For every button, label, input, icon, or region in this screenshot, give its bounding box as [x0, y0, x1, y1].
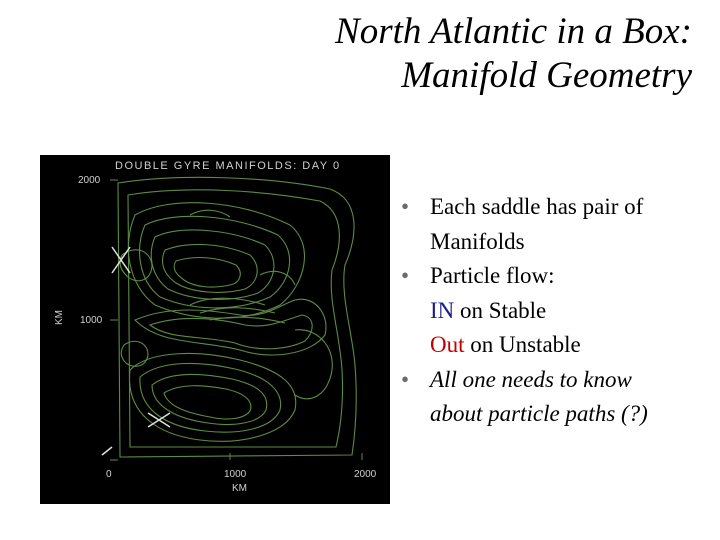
figure-header: DOUBLE GYRE MANIFOLDS: DAY 0 — [115, 160, 341, 172]
in-word: IN — [430, 297, 455, 323]
bullet-text: Manifolds — [430, 228, 525, 254]
title-line-2: Manifold Geometry — [401, 55, 692, 96]
contour-plot — [40, 155, 390, 504]
bullet-list — [398, 190, 716, 432]
x-tick-0: 0 — [106, 469, 112, 480]
title-line-1: North Atlantic in a Box: — [335, 11, 692, 52]
out-word: Out — [430, 332, 465, 357]
flow-out-line — [430, 328, 716, 363]
saddle-arrows — [102, 247, 170, 455]
bullet-item-particle-paths — [398, 363, 716, 432]
slide-title — [172, 10, 692, 98]
in-rest: on Stable — [454, 297, 547, 323]
x-axis-label: KM — [232, 483, 247, 494]
bullet-text: about particle paths (?) — [430, 401, 648, 426]
bullet-dot-icon: • — [401, 366, 410, 392]
bullet-item-saddle — [398, 190, 716, 259]
y-tick-top: 2000 — [78, 175, 101, 186]
y-tick-mid: 1000 — [80, 315, 103, 326]
flow-in-line — [430, 294, 716, 329]
out-rest: on Unstable — [464, 332, 581, 357]
x-tick-1000: 1000 — [224, 469, 247, 480]
bullet-text: All one needs to know — [430, 366, 632, 392]
x-tick-2000: 2000 — [354, 469, 377, 480]
bullet-dot-icon: • — [401, 194, 410, 219]
bullet-text: Each saddle has pair of — [430, 194, 644, 219]
bullet-item-particle-flow — [398, 259, 716, 363]
manifold-figure — [40, 155, 390, 504]
contour-lines — [118, 177, 356, 457]
bullet-dot-icon: • — [401, 263, 410, 288]
bullet-text: Particle flow: — [430, 263, 555, 288]
y-axis-label: KM — [54, 310, 65, 325]
